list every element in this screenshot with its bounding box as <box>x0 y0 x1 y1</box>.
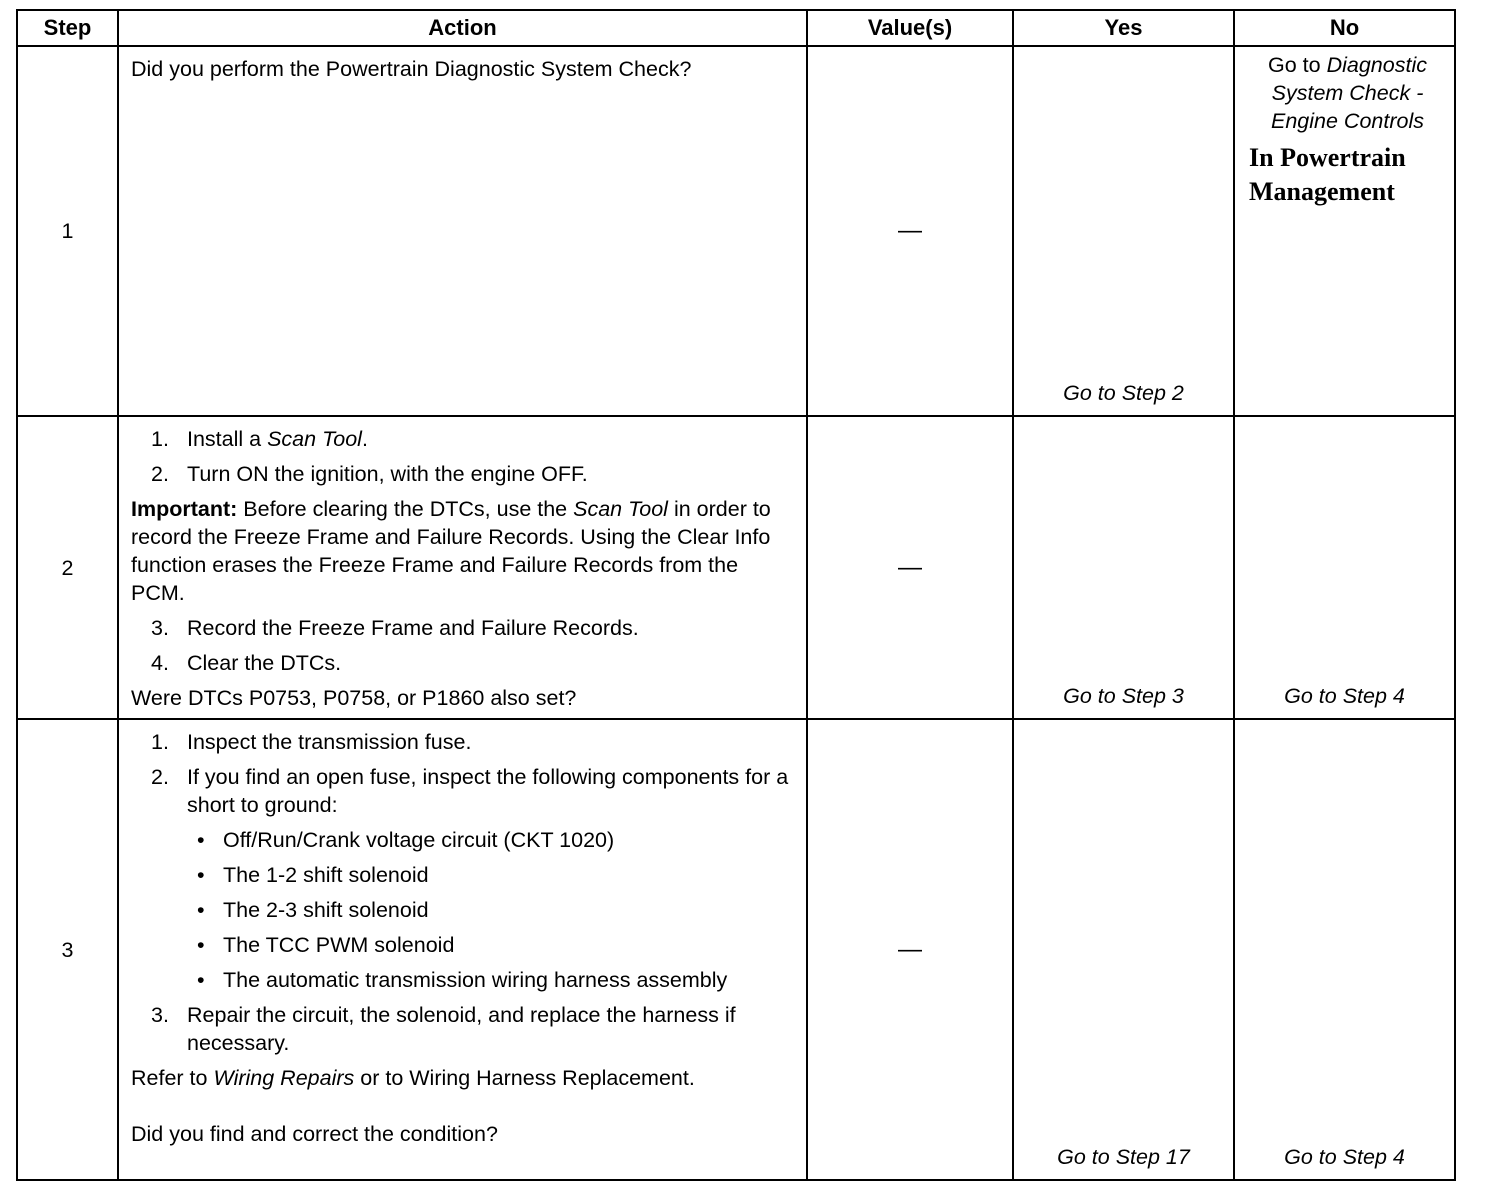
refer-note <box>131 1064 796 1092</box>
bullet-text: The TCC PWM solenoid <box>223 933 455 957</box>
header-row <box>17 10 1455 46</box>
step-number: 3 <box>17 719 118 1180</box>
important-label: Important: <box>131 497 238 521</box>
item-number: 2. <box>151 765 169 789</box>
yes-cell <box>1013 46 1234 416</box>
no-goto-link-line2[interactable]: System Check - <box>1271 81 1424 105</box>
no-cell <box>1234 416 1455 719</box>
item-text: Record the Freeze Frame and Failure Records. <box>187 616 639 640</box>
header-step: Step <box>17 10 118 46</box>
item-text: If you find an open fuse, inspect the following components for a short to ground: <box>187 765 789 817</box>
no-goto-link-line3[interactable]: Engine Controls <box>1271 109 1424 133</box>
important-text: in order to record the Freeze Frame and Failure Records. Using the Clear Info function erases the Freeze Frame and Failure Records from the PCM. <box>131 497 771 605</box>
item-text: Inspect the transmission fuse. <box>187 730 472 754</box>
header-values: Value(s) <box>807 10 1013 46</box>
yes-cell <box>1013 719 1234 1180</box>
note-line-2: Management <box>1249 177 1395 206</box>
value-cell: — <box>807 719 1013 1180</box>
action-question: Did you perform the Powertrain Diagnostic System Check? <box>131 57 692 81</box>
item-text-end: . <box>361 427 368 451</box>
item-number: 1. <box>151 730 169 754</box>
item-text: Install a <box>187 427 262 451</box>
numbered-item <box>151 614 796 642</box>
item-number: 2. <box>151 462 169 486</box>
numbered-item <box>151 763 796 819</box>
yes-goto-link[interactable]: Go to Step 17 <box>1057 1145 1190 1169</box>
important-text: Before clearing the DTCs, use the <box>243 497 568 521</box>
item-text: Clear the DTCs. <box>187 651 342 675</box>
wiring-repairs-link[interactable]: Wiring Repairs <box>213 1066 355 1090</box>
yes-cell <box>1013 416 1234 719</box>
yes-goto-link[interactable]: Go to Step 3 <box>1063 684 1184 708</box>
numbered-item <box>151 460 796 488</box>
refer-text: Refer to <box>131 1066 208 1090</box>
bullet-item: • The 2-3 shift solenoid <box>197 898 429 922</box>
item-text: Turn ON the ignition, with the engine OFF. <box>187 462 588 486</box>
bullet-item: • The automatic transmission wiring harness assembly <box>197 968 728 992</box>
no-goto-link[interactable]: Go to Step 4 <box>1284 684 1405 708</box>
numbered-item <box>151 1001 796 1057</box>
bullet-text: The 2-3 shift solenoid <box>223 898 429 922</box>
item-text: Repair the circuit, the solenoid, and replace the harness if necessary. <box>187 1003 736 1055</box>
no-cell <box>1234 46 1455 416</box>
table-row-step-1 <box>17 46 1455 416</box>
action-cell <box>118 416 807 719</box>
bullet-item: • Off/Run/Crank voltage circuit (CKT 1020) <box>197 828 615 852</box>
numbered-item <box>151 728 796 756</box>
yes-goto-link[interactable]: Go to Step 2 <box>1063 381 1184 405</box>
no-cell <box>1234 719 1455 1180</box>
no-goto-link[interactable]: Go to Step 4 <box>1284 1145 1405 1169</box>
action-cell <box>118 46 807 416</box>
header-action: Action <box>118 10 807 46</box>
numbered-item <box>151 425 796 453</box>
table-row-step-3 <box>17 719 1455 1180</box>
no-goto-prefix: Go to <box>1268 53 1321 77</box>
important-note <box>131 495 796 607</box>
item-number: 3. <box>151 616 169 640</box>
step-number: 2 <box>17 416 118 719</box>
value-cell: — <box>807 46 1013 416</box>
step-number: 1 <box>17 46 118 416</box>
action-question: Did you find and correct the condition? <box>131 1122 498 1146</box>
item-number: 4. <box>151 651 169 675</box>
action-question: Were DTCs P0753, P0758, or P1860 also set? <box>131 686 577 710</box>
bullet-item: • The TCC PWM solenoid <box>197 933 455 957</box>
bullet-text: The automatic transmission wiring harness assembly <box>223 968 728 992</box>
numbered-item <box>151 649 796 677</box>
table-row-step-2 <box>17 416 1455 719</box>
value-cell: — <box>807 416 1013 719</box>
action-cell <box>118 719 807 1180</box>
item-number: 1. <box>151 427 169 451</box>
bullet-item: • The 1-2 shift solenoid <box>197 863 429 887</box>
no-goto-link[interactable]: Diagnostic <box>1326 53 1427 77</box>
handwritten-note <box>1249 141 1446 209</box>
scan-tool-link[interactable]: Scan Tool <box>573 497 668 521</box>
header-no: No <box>1234 10 1455 46</box>
header-yes: Yes <box>1013 10 1234 46</box>
bullet-text: Off/Run/Crank voltage circuit (CKT 1020) <box>223 828 615 852</box>
refer-text: or to Wiring Harness Replacement. <box>360 1066 695 1090</box>
scan-tool-link[interactable]: Scan Tool <box>267 427 362 451</box>
item-number: 3. <box>151 1003 169 1027</box>
bullet-text: The 1-2 shift solenoid <box>223 863 429 887</box>
diagnostic-table <box>16 9 1456 1181</box>
note-line-1: In Powertrain <box>1249 143 1406 172</box>
